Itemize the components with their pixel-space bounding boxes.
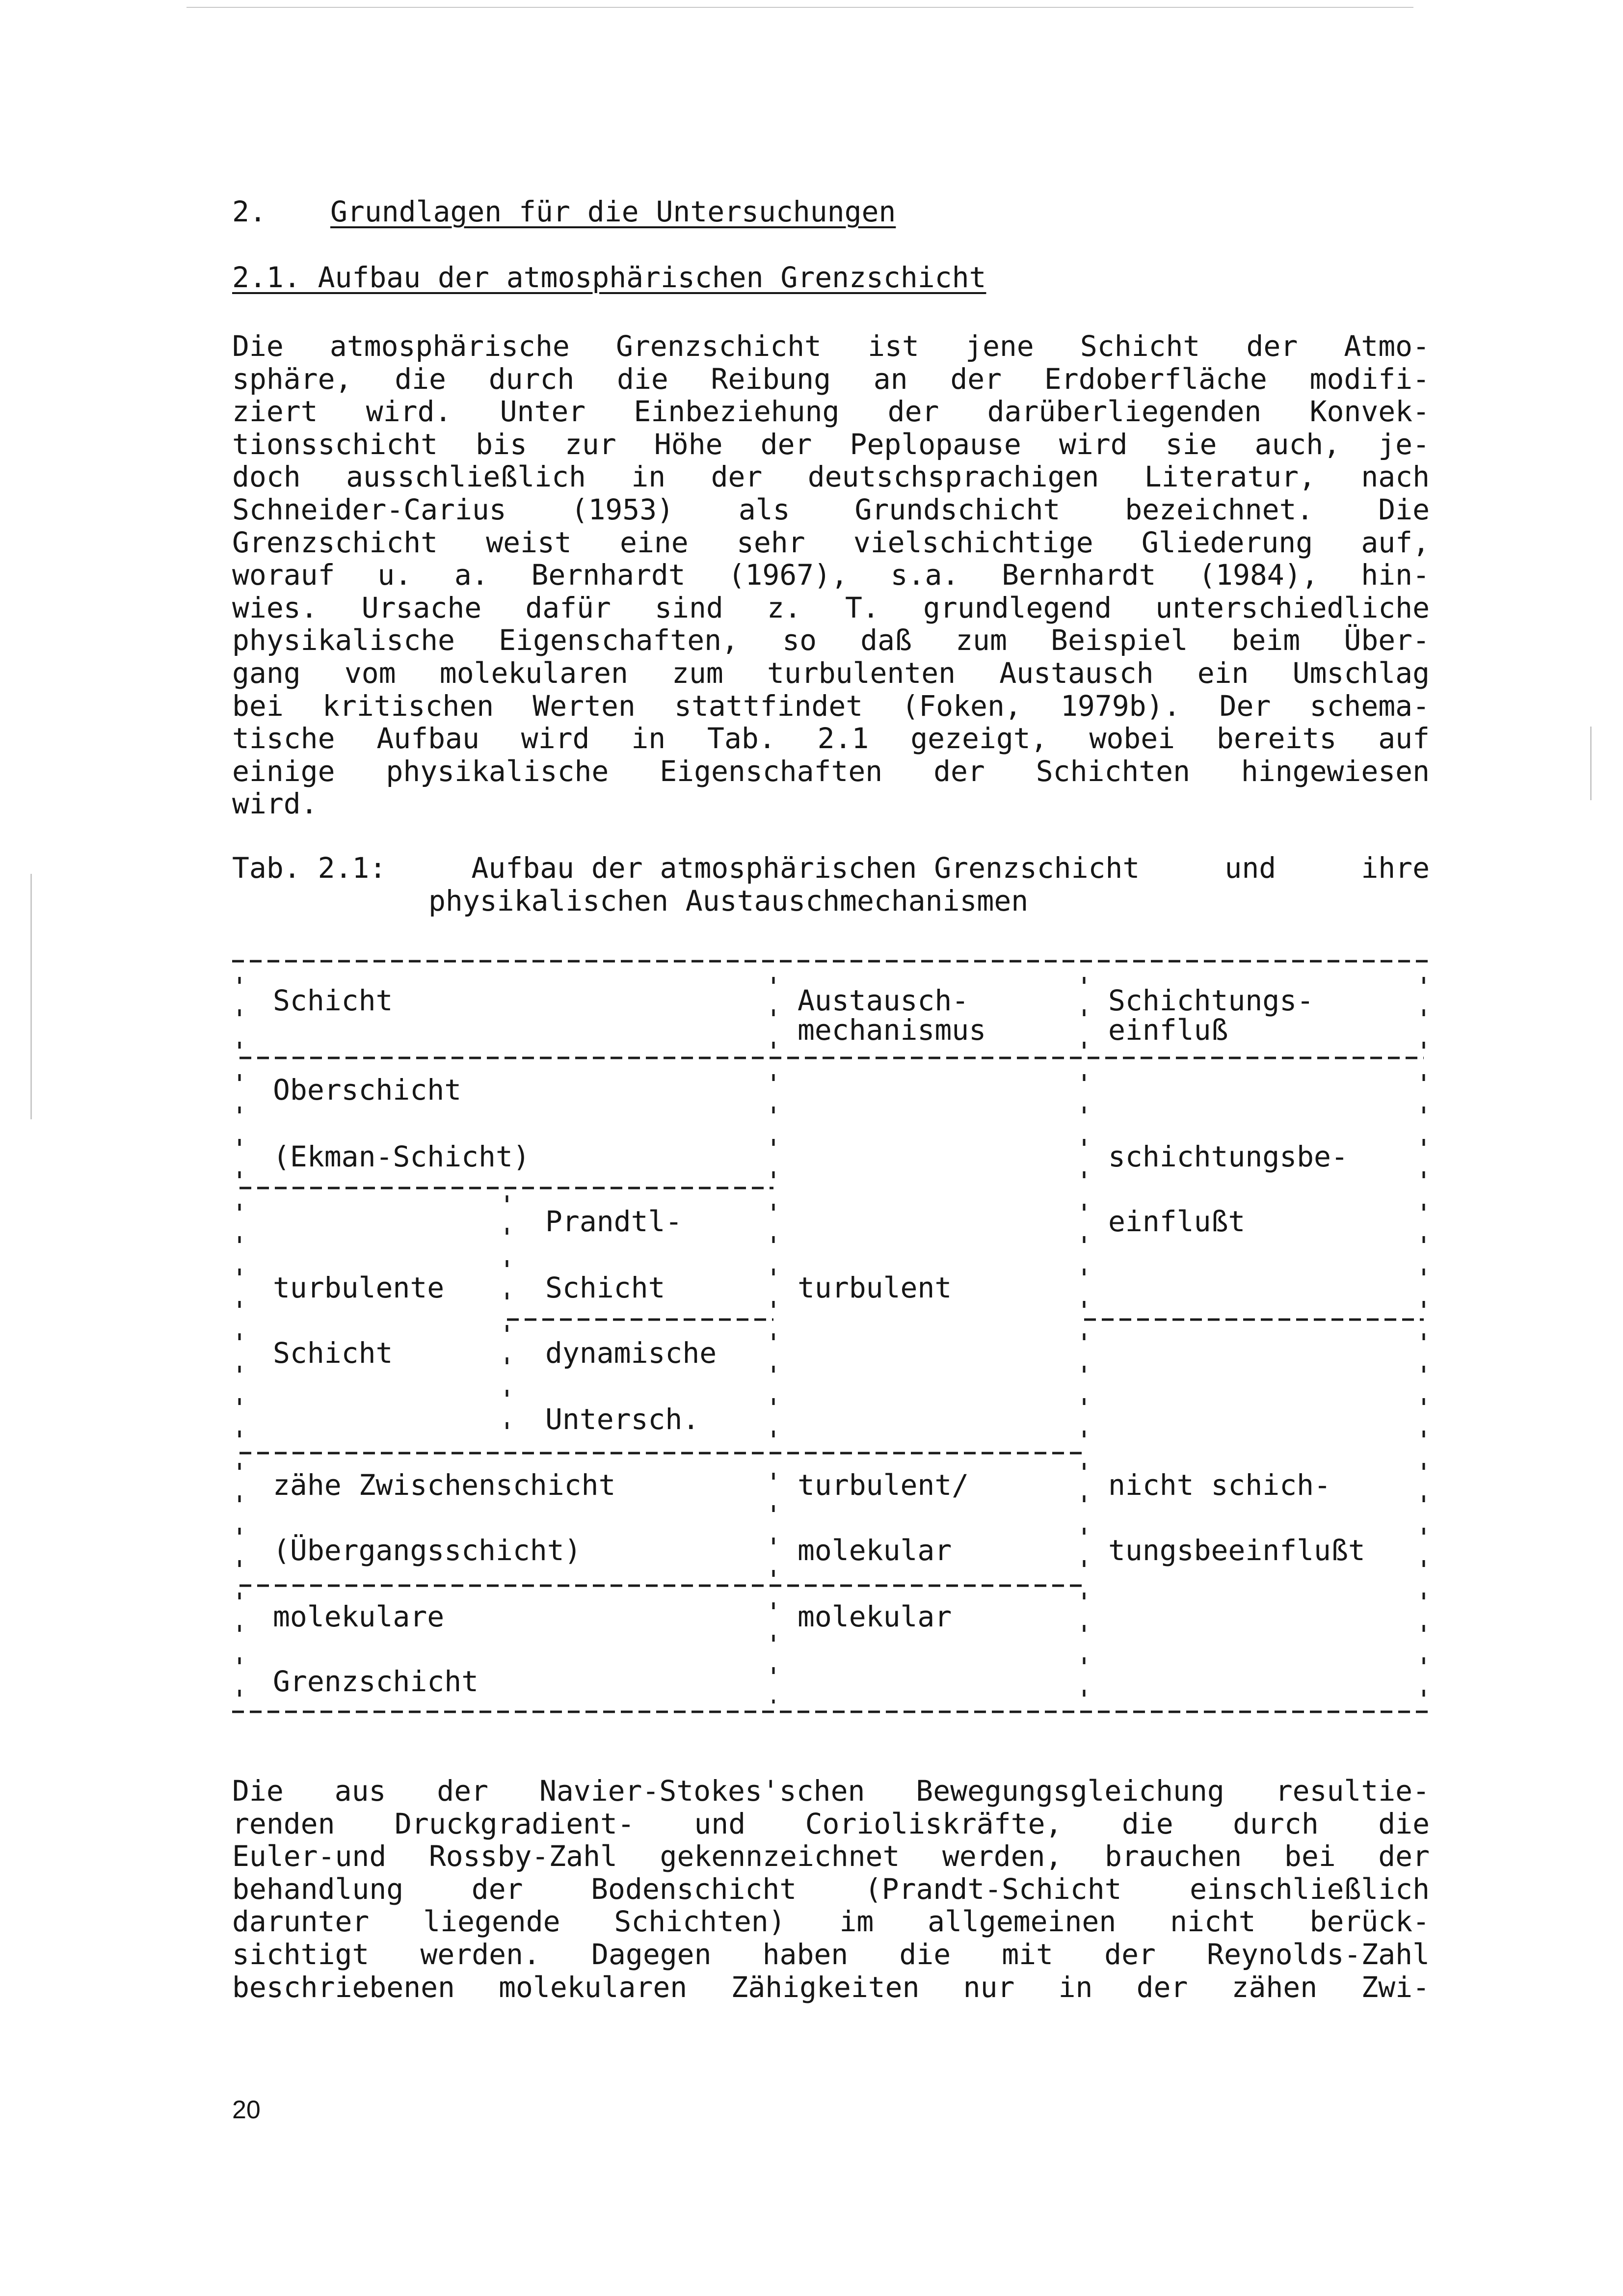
text-line: worauf u. a. Bernhardt (1967), s.a. Bernhardt (1984), hin- (232, 558, 1430, 592)
text-line: wird. (232, 787, 318, 821)
text-line: Die aus der Navier-Stokes'schen Bewegungsgleichung resultie- (232, 1774, 1430, 1808)
layer-table (232, 952, 1430, 1738)
cell-dynamische: dynamische (545, 1336, 717, 1370)
section-number: 2. (232, 195, 266, 228)
header-schicht: Schicht (273, 984, 393, 1017)
text-line: Die atmosphärische Grenzschicht ist jene Schicht der Atmo- (232, 329, 1430, 363)
text-line: behandlung der Bodenschicht (Prandt-Schicht einschließlich (232, 1872, 1430, 1906)
text-line: darunter liegende Schichten) im allgemeinen nicht berück- (232, 1905, 1430, 1939)
cell-prandtl-2: Schicht (545, 1271, 665, 1304)
cell-prandtl-1: Prandtl- (545, 1205, 683, 1238)
text-line: doch ausschließlich in der deutschsprachigen Literatur, nach (232, 460, 1430, 494)
cell-turbulent: turbulent (798, 1271, 952, 1304)
cell-untersch: Untersch. (545, 1403, 700, 1436)
header-schichtung-1: Schichtungs- (1108, 984, 1314, 1017)
cell-molekular-2: molekular (798, 1600, 952, 1633)
caption-word-ihre: ihre (1361, 851, 1430, 885)
cell-einflusst: einflußt (1108, 1205, 1246, 1238)
section-title: Grundlagen für die Untersuchungen (330, 195, 896, 228)
text-line: Schneider-Carius (1953) als Grundschicht bezeichnet. Die (232, 492, 1430, 526)
table-caption (232, 852, 1430, 917)
text-line: Euler-und Rossby-Zahl gekennzeichnet werden, brauchen bei der (232, 1839, 1430, 1873)
caption-line-1 (232, 852, 1430, 885)
cell-ekman: (Ekman-Schicht) (273, 1140, 530, 1173)
paragraph-navier-stokes (232, 1775, 1430, 2003)
page-number: 20 (232, 2096, 261, 2124)
cell-turbulente: turbulente (273, 1271, 445, 1304)
cell-turb-mol: turbulent/ (798, 1468, 969, 1502)
text-line: Grenzschicht weist eine sehr vielschichtige Gliederung auf, (232, 525, 1430, 559)
text-line: einige physikalische Eigenschaften der Schichten hingewiesen (232, 754, 1430, 788)
header-schichtung-2: einfluß (1108, 1013, 1228, 1047)
text-line: renden Druckgradient- und Corioliskräfte, die durch die (232, 1807, 1430, 1840)
scan-edge-top (186, 7, 1413, 8)
caption-text: Aufbau der atmosphärischen Grenzschicht (471, 851, 1140, 885)
scan-edge-right (1590, 727, 1592, 800)
caption-line-2: physikalischen Austauschmechanismen (428, 884, 1029, 918)
cell-nicht-schich: nicht schich- (1108, 1468, 1331, 1502)
cell-molekular-1: molekular (798, 1534, 952, 1567)
cell-schicht: Schicht (273, 1336, 393, 1370)
caption-word-und: und (1224, 851, 1277, 885)
header-austausch-2: mechanismus (798, 1013, 986, 1047)
text-line: beschriebenen molekularen Zähigkeiten nur in der zähen Zwi- (232, 1970, 1430, 2004)
caption-label: Tab. 2.1: (232, 851, 387, 885)
subsection-heading: 2.1. Aufbau der atmosphärischen Grenzschicht (232, 261, 986, 294)
cell-zaehe: zähe Zwischenschicht (273, 1468, 616, 1502)
text-line: sichtigt werden. Dagegen haben die mit der Reynolds-Zahl (232, 1937, 1430, 1971)
cell-uebergang: (Übergangsschicht) (273, 1534, 582, 1567)
text-line: bei kritischen Werten stattfindet (Foken, 1979b). Der schema- (232, 689, 1430, 723)
scan-edge-left (30, 874, 32, 1119)
section-heading (232, 194, 983, 229)
text-line: ziert wird. Unter Einbeziehung der darüberliegenden Konvek- (232, 395, 1430, 429)
paragraph-intro (232, 330, 1430, 820)
cell-molekulare: molekulare (273, 1600, 445, 1633)
cell-schichtungsbe: schichtungsbe- (1108, 1140, 1348, 1173)
header-austausch-1: Austausch- (798, 984, 969, 1017)
cell-oberschicht: Oberschicht (273, 1073, 462, 1107)
text-line: wies. Ursache dafür sind z. T. grundlegend unterschiedliche (232, 591, 1430, 624)
text-line: physikalische Eigenschaften, so daß zum Beispiel beim Über- (232, 623, 1430, 657)
text-line: tionsschicht bis zur Höhe der Peplopause wird sie auch, je- (232, 427, 1430, 461)
cell-grenzschicht: Grenzschicht (273, 1665, 479, 1698)
cell-tungsbeeinflusst: tungsbeeinflußt (1108, 1534, 1365, 1567)
text-line: tische Aufbau wird in Tab. 2.1 gezeigt, wobei bereits auf (232, 722, 1430, 756)
text-line: gang vom molekularen zum turbulenten Austausch ein Umschlag (232, 656, 1430, 690)
text-line: sphäre, die durch die Reibung an der Erdoberfläche modifi- (232, 362, 1430, 396)
